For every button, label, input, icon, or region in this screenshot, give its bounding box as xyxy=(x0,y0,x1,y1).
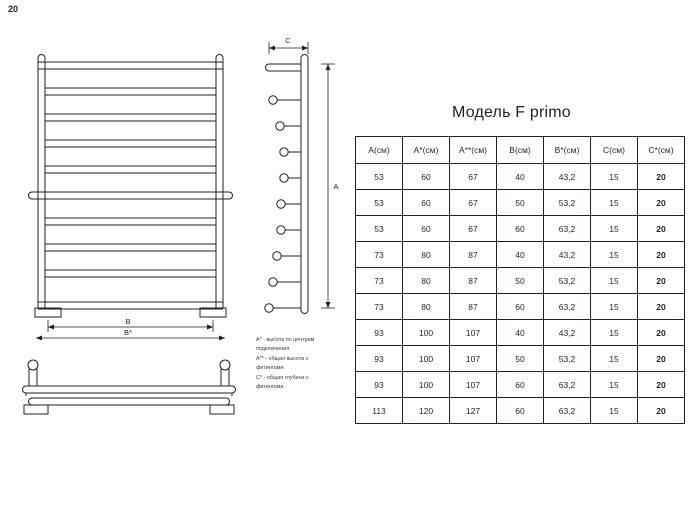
table-cell: 20 xyxy=(638,268,685,294)
table-cell: 80 xyxy=(403,242,450,268)
table-header-cell: С*(см) xyxy=(638,137,685,164)
table-row xyxy=(356,320,685,346)
table-cell: 53 xyxy=(356,216,403,242)
table-header-row xyxy=(356,137,685,164)
dimension-notes xyxy=(256,336,366,393)
table-cell: 15 xyxy=(591,372,638,398)
table-cell: 20 xyxy=(638,190,685,216)
table-cell: 107 xyxy=(450,346,497,372)
table-cell: 107 xyxy=(450,320,497,346)
table-cell: 40 xyxy=(497,164,544,190)
table-cell: 80 xyxy=(403,294,450,320)
table-cell: 40 xyxy=(497,320,544,346)
table-cell: 53 xyxy=(356,190,403,216)
front-view-drawing xyxy=(10,40,250,340)
table-cell: 87 xyxy=(450,294,497,320)
table-cell: 43,2 xyxy=(544,242,591,268)
table-cell: 67 xyxy=(450,190,497,216)
table-row xyxy=(356,216,685,242)
table-cell: 43,2 xyxy=(544,320,591,346)
table-header-cell: А**(см) xyxy=(450,137,497,164)
table-cell: 60 xyxy=(403,216,450,242)
table-cell: 50 xyxy=(497,268,544,294)
table-cell: 20 xyxy=(638,164,685,190)
spec-table xyxy=(355,136,685,424)
table-cell: 15 xyxy=(591,294,638,320)
table-cell: 40 xyxy=(497,242,544,268)
table-cell: 63,2 xyxy=(544,398,591,424)
model-title: Модель F primo xyxy=(452,104,571,121)
table-row xyxy=(356,190,685,216)
front-dimension-b-label: B xyxy=(125,317,131,326)
table-cell: 53,2 xyxy=(544,268,591,294)
note-line: фитингами xyxy=(256,365,284,372)
table-row xyxy=(356,372,685,398)
table-cell: 50 xyxy=(497,346,544,372)
table-cell: 60 xyxy=(497,294,544,320)
table-cell: 20 xyxy=(638,346,685,372)
table-cell: 60 xyxy=(403,190,450,216)
table-row xyxy=(356,268,685,294)
table-cell: 67 xyxy=(450,164,497,190)
table-cell: 20 xyxy=(638,372,685,398)
table-cell: 20 xyxy=(638,294,685,320)
table-row xyxy=(356,346,685,372)
table-header-cell: А(см) xyxy=(356,137,403,164)
table-header-cell: В*(см) xyxy=(544,137,591,164)
table-cell: 113 xyxy=(356,398,403,424)
table-header-cell: В(см) xyxy=(497,137,544,164)
table-cell: 100 xyxy=(403,372,450,398)
table-cell: 73 xyxy=(356,242,403,268)
table-cell: 67 xyxy=(450,216,497,242)
table-cell: 15 xyxy=(591,190,638,216)
table-cell: 63,2 xyxy=(544,372,591,398)
table-cell: 53 xyxy=(356,164,403,190)
table-cell: 53,2 xyxy=(544,346,591,372)
table-cell: 15 xyxy=(591,164,638,190)
table-cell: 73 xyxy=(356,268,403,294)
table-cell: 107 xyxy=(450,372,497,398)
table-cell: 120 xyxy=(403,398,450,424)
table-cell: 60 xyxy=(403,164,450,190)
table-header-cell: С(см) xyxy=(591,137,638,164)
note-line: А* - высота по центрам xyxy=(256,337,315,343)
table-cell: 15 xyxy=(591,268,638,294)
side-dimension-a-label: A xyxy=(333,182,339,191)
table-cell: 73 xyxy=(356,294,403,320)
front-dimension-bstar-label: B* xyxy=(124,328,132,337)
table-cell: 93 xyxy=(356,320,403,346)
table-cell: 80 xyxy=(403,268,450,294)
note-line: С* - общая глубина с xyxy=(256,374,309,381)
table-cell: 53,2 xyxy=(544,190,591,216)
note-line: фитингами xyxy=(256,384,284,391)
side-view-drawing xyxy=(255,28,355,348)
table-cell: 100 xyxy=(403,346,450,372)
page-number: 20 xyxy=(8,4,19,14)
table-cell: 20 xyxy=(638,216,685,242)
table-cell: 127 xyxy=(450,398,497,424)
table-cell: 15 xyxy=(591,216,638,242)
table-cell: 60 xyxy=(497,398,544,424)
table-cell: 63,2 xyxy=(544,294,591,320)
table-cell: 93 xyxy=(356,372,403,398)
table-cell: 93 xyxy=(356,346,403,372)
note-line: А** - общая высота с xyxy=(256,355,309,362)
table-cell: 87 xyxy=(450,242,497,268)
table-header-cell: А*(см) xyxy=(403,137,450,164)
table-cell: 87 xyxy=(450,268,497,294)
table-cell: 15 xyxy=(591,398,638,424)
table-cell: 43,2 xyxy=(544,164,591,190)
table-row xyxy=(356,242,685,268)
table-cell: 20 xyxy=(638,242,685,268)
table-cell: 100 xyxy=(403,320,450,346)
table-cell: 20 xyxy=(638,398,685,424)
note-line: подключения xyxy=(256,346,290,353)
table-cell: 15 xyxy=(591,320,638,346)
table-cell: 50 xyxy=(497,190,544,216)
table-cell: 60 xyxy=(497,372,544,398)
table-cell: 15 xyxy=(591,346,638,372)
table-cell: 60 xyxy=(497,216,544,242)
table-row xyxy=(356,164,685,190)
table-cell: 20 xyxy=(638,320,685,346)
table-row xyxy=(356,294,685,320)
table-cell: 15 xyxy=(591,242,638,268)
table-cell: 63,2 xyxy=(544,216,591,242)
table-row xyxy=(356,398,685,424)
side-dimension-c-label: C xyxy=(285,36,291,45)
top-view-drawing xyxy=(18,352,248,422)
